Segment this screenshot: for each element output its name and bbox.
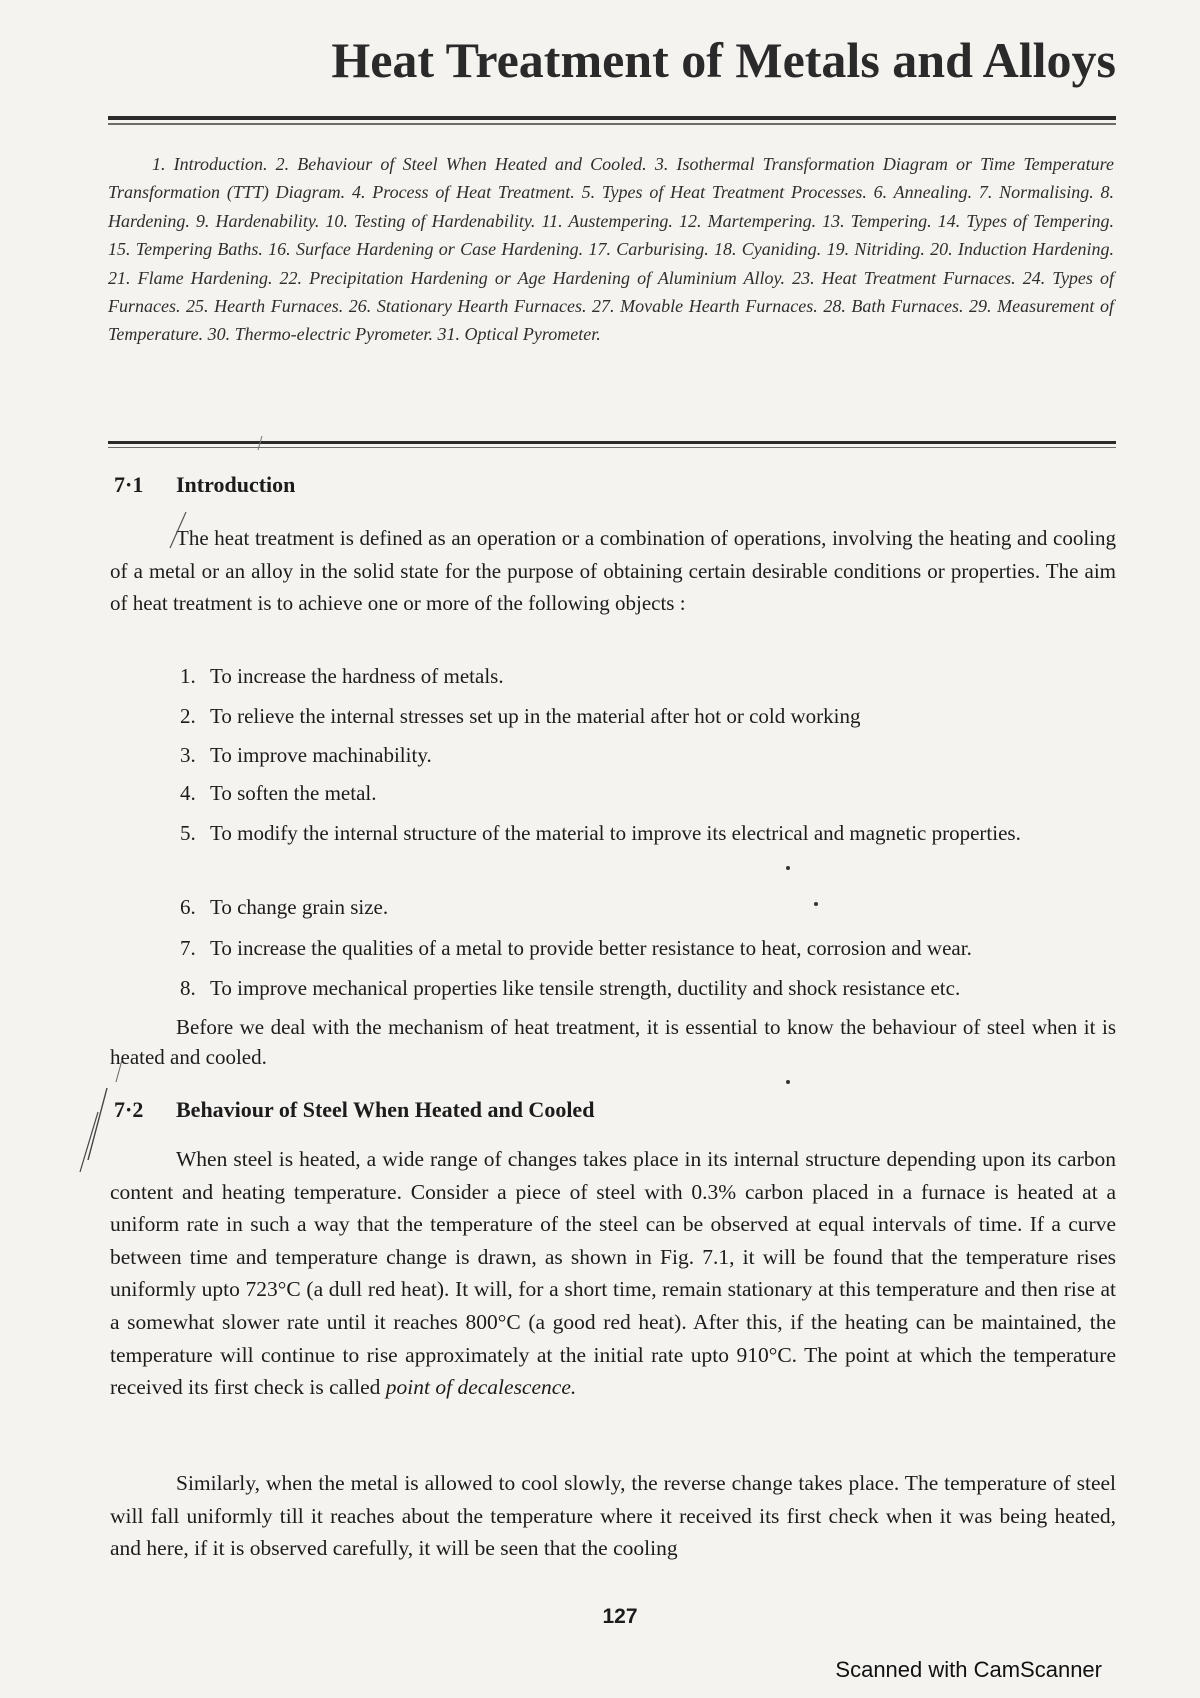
ink-dot xyxy=(786,866,790,870)
list-number: 1. xyxy=(180,664,196,688)
list-text: To increase the qualities of a metal to provide better resistance to heat, corrosion and wear. xyxy=(210,936,972,960)
pen-stroke-mark xyxy=(116,1060,122,1082)
list-text: To soften the metal. xyxy=(210,781,377,805)
list-text: To modify the internal structure of the material to improve its electrical and magnetic properties. xyxy=(210,821,1021,845)
cooling-paragraph: Similarly, when the metal is allowed to cool slowly, the reverse change takes place. The temperature of steel will fall uniformly till it reaches about the temperature where it received its first check when it was being heated, and here, if it is observed carefully, it will be seen that the cooling xyxy=(110,1471,1116,1561)
list-text: To relieve the internal stresses set up in the material after hot or cold working xyxy=(210,704,861,728)
chapter-contents: 1. Introduction. 2. Behaviour of Steel When Heated and Cooled. 3. Isothermal Transformation Diagram or Time Temperature Transformation (TTT) Diagram. 4. Process of Heat Treatment. 5. Types of Heat Treatment Processes. 6. Annealing. 7. Normalising. 8. Hardening. 9. Hardenability. 10. Testing of Hardenability. 11. Austempering. 12. Martempering. 13. Tempering. 14. Types of Tempering. 15. Tempering Baths. 16. Surface Hardening or Case Hardening. 17. Carburising. 18. Cyaniding. 19. Nitriding. 20. Induction Hardening. 21. Flame Hardening. 22. Precipitation Hardening or Age Hardening of Aluminium Alloy. 23. Heat Treatment Furnaces. 24. Types of Furnaces. 25. Hearth Furnaces. 26. Stationary Hearth Furnaces. 27. Movable Hearth Furnaces. 28. Bath Furnaces. 29. Measurement of Temperature. 30. Thermo-electric Pyrometer. 31. Optical Pyrometer. xyxy=(108,154,1114,345)
list-text: To improve machinability. xyxy=(210,743,432,767)
ink-dot xyxy=(814,902,818,906)
list-number: 6. xyxy=(180,895,196,919)
list-number: 8. xyxy=(180,976,196,1000)
transition-paragraph: Before we deal with the mechanism of heat treatment, it is essential to know the behaviour of steel when it is heated and cooled. xyxy=(110,1015,1116,1069)
list-number: 4. xyxy=(180,781,196,805)
pen-stroke-mark xyxy=(80,1112,98,1172)
list-number: 3. xyxy=(180,743,196,767)
section-title: Behaviour of Steel When Heated and Cooled xyxy=(176,1097,595,1122)
list-number: 2. xyxy=(180,704,196,728)
defined-term: point of decalescence. xyxy=(385,1375,577,1400)
list-text: To increase the hardness of metals. xyxy=(210,664,504,688)
list-number: 5. xyxy=(180,821,196,845)
pen-stroke-mark xyxy=(258,436,262,450)
list-text: To improve mechanical properties like tensile strength, ductility and shock resistance etc. xyxy=(210,976,961,1000)
ink-dot xyxy=(786,1080,790,1084)
pen-stroke-mark xyxy=(88,1088,107,1160)
section-title: Introduction xyxy=(176,472,296,497)
list-text: To change grain size. xyxy=(210,895,389,919)
chapter-title: Heat Treatment of Metals and Alloys xyxy=(331,32,1116,88)
section-number: 7·2 xyxy=(114,1097,144,1122)
paragraph-text: When steel is heated, a wide range of changes takes place in its internal structure depending upon its carbon content and heating temperature. Consider a piece of steel with 0.3% carbon placed in a furnace is heated at a uniform rate in such a way that the temperature of the steel can be observed at equal intervals of time. If a curve between time and temperature change is drawn, as shown in Fig. 7.1, it will be found that the temperature rises uniformly upto 723°C (a dull red heat). It will, for a short time, remain stationary at this temperature and then rise at a somewhat slower rate until it reaches 800°C (a good red heat). After this, if the heating can be maintained, the temperature will continue to rise approximately at the initial rate upto 910°C. The point at which the temperature received its first check is called xyxy=(110,1147,1116,1400)
section-number: 7·1 xyxy=(114,472,144,497)
pen-stroke-mark xyxy=(170,512,186,548)
intro-paragraph: The heat treatment is defined as an operation or a combination of operations, involving the heating and cooling of a metal or an alloy in the solid state for the purpose of obtaining certain desirable conditions or properties. The aim of heat treatment is to achieve one or more of the following objects : xyxy=(110,526,1116,615)
scanner-watermark: Scanned with CamScanner xyxy=(835,1657,1102,1682)
list-number: 7. xyxy=(180,936,196,960)
page-number: 127 xyxy=(602,1605,638,1628)
